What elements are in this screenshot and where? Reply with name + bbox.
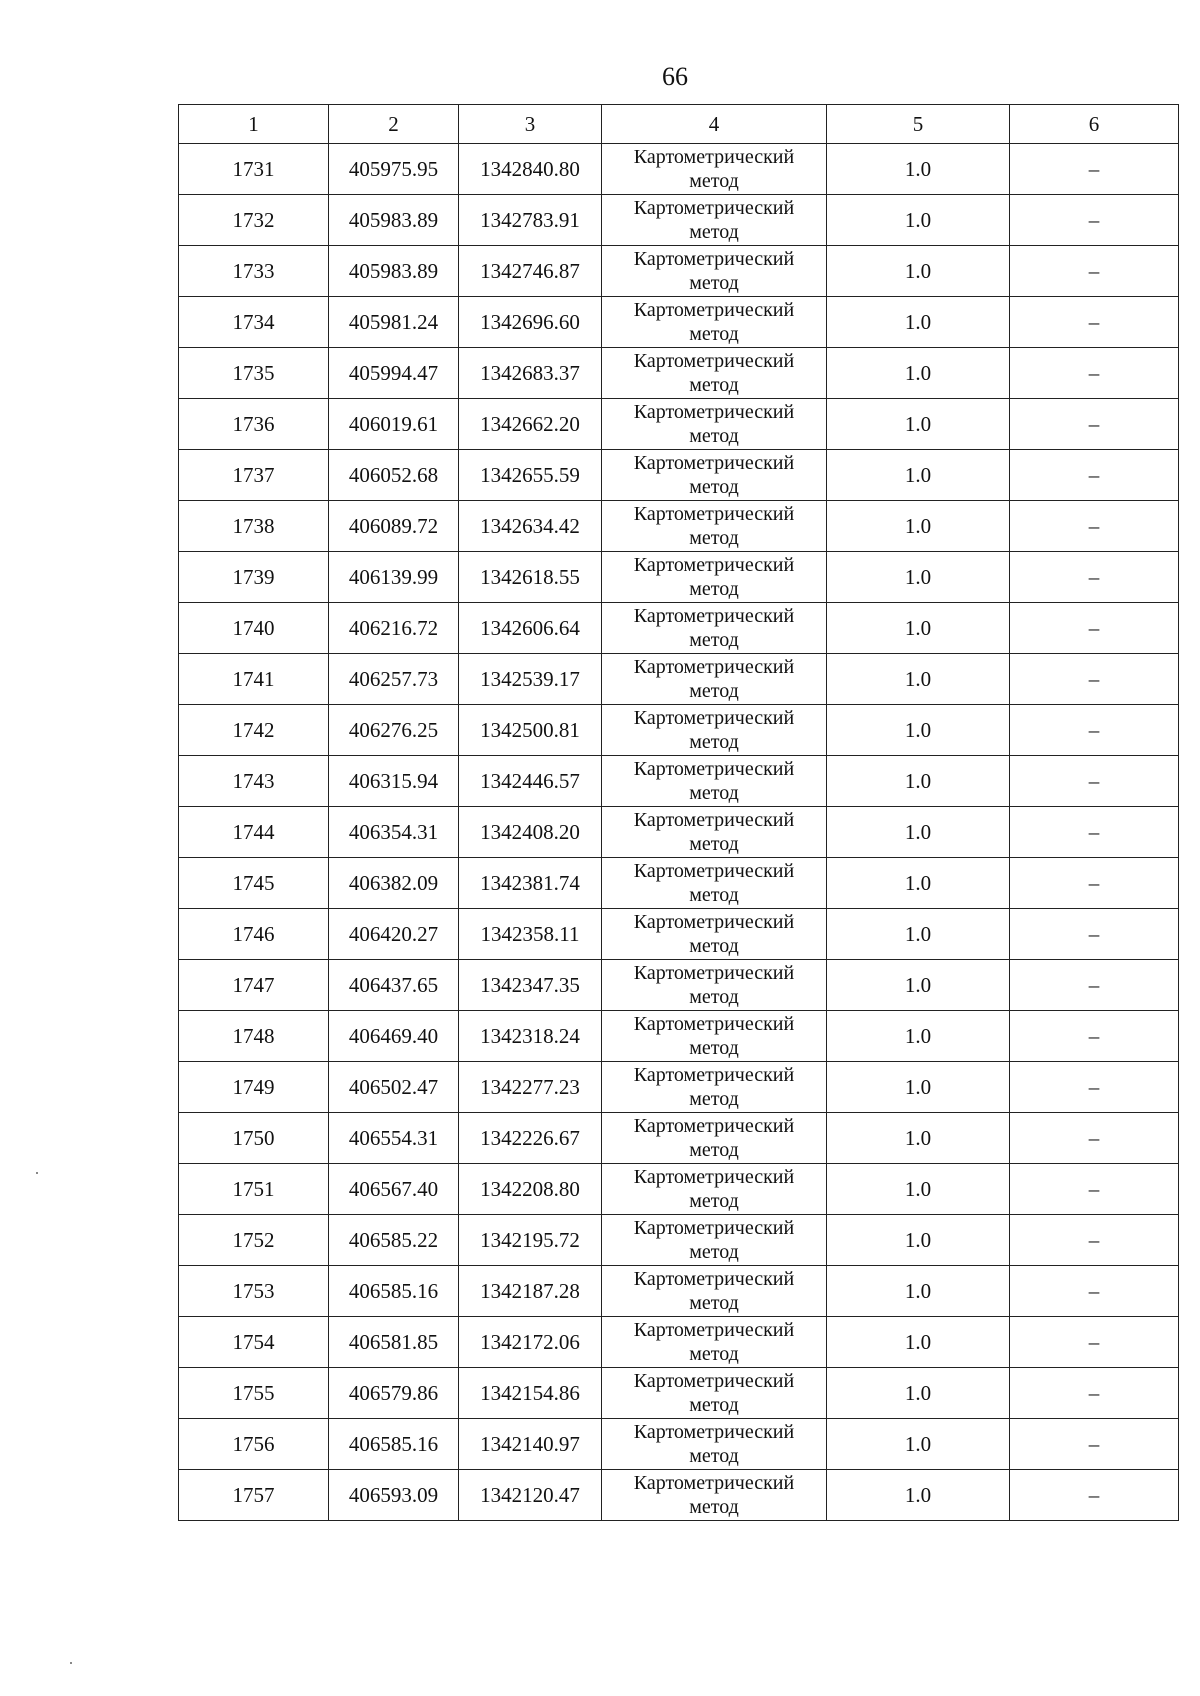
point-number-cell: 1754 [179,1317,329,1368]
point-number-cell: 1740 [179,603,329,654]
point-number-cell: 1741 [179,654,329,705]
x-coordinate-cell: 406139.99 [329,552,459,603]
method-cell: Картометрический метод [602,654,827,705]
point-number-cell: 1737 [179,450,329,501]
x-coordinate-cell: 405994.47 [329,348,459,399]
y-coordinate-cell: 1342381.74 [459,858,602,909]
x-coordinate-cell: 406257.73 [329,654,459,705]
description-cell: – [1010,144,1179,195]
accuracy-cell: 1.0 [827,909,1010,960]
table-row [179,1368,1179,1419]
table-row [179,1470,1179,1521]
table-row [179,756,1179,807]
accuracy-cell: 1.0 [827,705,1010,756]
accuracy-cell: 1.0 [827,1266,1010,1317]
accuracy-cell: 1.0 [827,399,1010,450]
description-cell: – [1010,501,1179,552]
y-coordinate-cell: 1342187.28 [459,1266,602,1317]
x-coordinate-cell: 406437.65 [329,960,459,1011]
point-number-cell: 1732 [179,195,329,246]
method-cell: Картометрический метод [602,1113,827,1164]
point-number-cell: 1752 [179,1215,329,1266]
point-number-cell: 1755 [179,1368,329,1419]
method-cell: Картометрический метод [602,1011,827,1062]
description-cell: – [1010,1317,1179,1368]
accuracy-cell: 1.0 [827,1062,1010,1113]
accuracy-cell: 1.0 [827,603,1010,654]
description-cell: – [1010,1368,1179,1419]
y-coordinate-cell: 1342618.55 [459,552,602,603]
description-cell: – [1010,297,1179,348]
method-cell: Картометрический метод [602,909,827,960]
page-number: 66 [662,62,688,91]
description-cell: – [1010,807,1179,858]
x-coordinate-cell: 406469.40 [329,1011,459,1062]
table-row [179,1011,1179,1062]
coordinates-table [178,104,1179,1521]
method-cell: Картометрический метод [602,960,827,1011]
description-cell: – [1010,1266,1179,1317]
accuracy-cell: 1.0 [827,1215,1010,1266]
y-coordinate-cell: 1342539.17 [459,654,602,705]
x-coordinate-cell: 405981.24 [329,297,459,348]
y-coordinate-cell: 1342683.37 [459,348,602,399]
point-number-cell: 1747 [179,960,329,1011]
accuracy-cell: 1.0 [827,297,1010,348]
table-row [179,807,1179,858]
table-row [179,297,1179,348]
y-coordinate-cell: 1342140.97 [459,1419,602,1470]
method-cell: Картометрический метод [602,297,827,348]
table-row [179,552,1179,603]
column-header: 4 [602,105,827,144]
description-cell: – [1010,552,1179,603]
description-cell: – [1010,654,1179,705]
description-cell: – [1010,1470,1179,1521]
method-cell: Картометрический метод [602,348,827,399]
point-number-cell: 1739 [179,552,329,603]
accuracy-cell: 1.0 [827,1011,1010,1062]
accuracy-cell: 1.0 [827,756,1010,807]
description-cell: – [1010,756,1179,807]
table-row [179,144,1179,195]
column-header: 1 [179,105,329,144]
method-cell: Картометрический метод [602,501,827,552]
table-row [179,909,1179,960]
method-cell: Картометрический метод [602,246,827,297]
table-row [179,195,1179,246]
y-coordinate-cell: 1342696.60 [459,297,602,348]
table-row [179,399,1179,450]
method-cell: Картометрический метод [602,1062,827,1113]
y-coordinate-cell: 1342446.57 [459,756,602,807]
table-row [179,501,1179,552]
x-coordinate-cell: 406585.16 [329,1266,459,1317]
y-coordinate-cell: 1342840.80 [459,144,602,195]
x-coordinate-cell: 406593.09 [329,1470,459,1521]
point-number-cell: 1746 [179,909,329,960]
accuracy-cell: 1.0 [827,552,1010,603]
description-cell: – [1010,1215,1179,1266]
point-number-cell: 1757 [179,1470,329,1521]
accuracy-cell: 1.0 [827,246,1010,297]
accuracy-cell: 1.0 [827,1113,1010,1164]
accuracy-cell: 1.0 [827,501,1010,552]
method-cell: Картометрический метод [602,858,827,909]
accuracy-cell: 1.0 [827,144,1010,195]
table-row [179,1215,1179,1266]
x-coordinate-cell: 406276.25 [329,705,459,756]
point-number-cell: 1756 [179,1419,329,1470]
method-cell: Картометрический метод [602,1317,827,1368]
point-number-cell: 1733 [179,246,329,297]
description-cell: – [1010,705,1179,756]
table-row [179,603,1179,654]
description-cell: – [1010,246,1179,297]
y-coordinate-cell: 1342634.42 [459,501,602,552]
point-number-cell: 1751 [179,1164,329,1215]
table-row [179,960,1179,1011]
table-header-row [179,105,1179,144]
x-coordinate-cell: 406420.27 [329,909,459,960]
description-cell: – [1010,1011,1179,1062]
x-coordinate-cell: 406052.68 [329,450,459,501]
y-coordinate-cell: 1342318.24 [459,1011,602,1062]
accuracy-cell: 1.0 [827,1419,1010,1470]
y-coordinate-cell: 1342408.20 [459,807,602,858]
table-row [179,654,1179,705]
point-number-cell: 1734 [179,297,329,348]
method-cell: Картометрический метод [602,705,827,756]
x-coordinate-cell: 406585.22 [329,1215,459,1266]
method-cell: Картометрический метод [602,195,827,246]
y-coordinate-cell: 1342746.87 [459,246,602,297]
point-number-cell: 1745 [179,858,329,909]
x-coordinate-cell: 405975.95 [329,144,459,195]
method-cell: Картометрический метод [602,552,827,603]
y-coordinate-cell: 1342655.59 [459,450,602,501]
method-cell: Картометрический метод [602,1215,827,1266]
method-cell: Картометрический метод [602,1470,827,1521]
method-cell: Картометрический метод [602,1164,827,1215]
method-cell: Картометрический метод [602,1266,827,1317]
description-cell: – [1010,1113,1179,1164]
y-coordinate-cell: 1342195.72 [459,1215,602,1266]
method-cell: Картометрический метод [602,144,827,195]
method-cell: Картометрический метод [602,1419,827,1470]
table-row [179,246,1179,297]
accuracy-cell: 1.0 [827,960,1010,1011]
accuracy-cell: 1.0 [827,1368,1010,1419]
description-cell: – [1010,858,1179,909]
accuracy-cell: 1.0 [827,654,1010,705]
accuracy-cell: 1.0 [827,1317,1010,1368]
x-coordinate-cell: 406315.94 [329,756,459,807]
column-header: 6 [1010,105,1179,144]
y-coordinate-cell: 1342347.35 [459,960,602,1011]
x-coordinate-cell: 405983.89 [329,195,459,246]
x-coordinate-cell: 406585.16 [329,1419,459,1470]
method-cell: Картометрический метод [602,399,827,450]
point-number-cell: 1736 [179,399,329,450]
description-cell: – [1010,348,1179,399]
table-body [179,144,1179,1521]
x-coordinate-cell: 406019.61 [329,399,459,450]
column-header: 5 [827,105,1010,144]
accuracy-cell: 1.0 [827,807,1010,858]
y-coordinate-cell: 1342226.67 [459,1113,602,1164]
coordinates-table-container [178,104,1178,1521]
point-number-cell: 1753 [179,1266,329,1317]
method-cell: Картометрический метод [602,603,827,654]
method-cell: Картометрический метод [602,807,827,858]
accuracy-cell: 1.0 [827,348,1010,399]
y-coordinate-cell: 1342783.91 [459,195,602,246]
method-cell: Картометрический метод [602,756,827,807]
description-cell: – [1010,399,1179,450]
table-row [179,1317,1179,1368]
x-coordinate-cell: 406216.72 [329,603,459,654]
x-coordinate-cell: 406554.31 [329,1113,459,1164]
x-coordinate-cell: 406089.72 [329,501,459,552]
x-coordinate-cell: 406581.85 [329,1317,459,1368]
y-coordinate-cell: 1342358.11 [459,909,602,960]
method-cell: Картометрический метод [602,450,827,501]
point-number-cell: 1748 [179,1011,329,1062]
point-number-cell: 1731 [179,144,329,195]
point-number-cell: 1749 [179,1062,329,1113]
column-header: 3 [459,105,602,144]
description-cell: – [1010,1419,1179,1470]
description-cell: – [1010,1164,1179,1215]
point-number-cell: 1738 [179,501,329,552]
x-coordinate-cell: 406354.31 [329,807,459,858]
table-row [179,1113,1179,1164]
accuracy-cell: 1.0 [827,1164,1010,1215]
x-coordinate-cell: 406382.09 [329,858,459,909]
accuracy-cell: 1.0 [827,858,1010,909]
scan-speck [36,1172,38,1174]
point-number-cell: 1742 [179,705,329,756]
accuracy-cell: 1.0 [827,195,1010,246]
y-coordinate-cell: 1342500.81 [459,705,602,756]
description-cell: – [1010,450,1179,501]
y-coordinate-cell: 1342154.86 [459,1368,602,1419]
y-coordinate-cell: 1342172.06 [459,1317,602,1368]
scan-speck [70,1662,72,1664]
description-cell: – [1010,603,1179,654]
x-coordinate-cell: 406502.47 [329,1062,459,1113]
description-cell: – [1010,960,1179,1011]
table-row [179,1062,1179,1113]
x-coordinate-cell: 405983.89 [329,246,459,297]
point-number-cell: 1735 [179,348,329,399]
table-row [179,1266,1179,1317]
accuracy-cell: 1.0 [827,1470,1010,1521]
column-header: 2 [329,105,459,144]
y-coordinate-cell: 1342208.80 [459,1164,602,1215]
point-number-cell: 1743 [179,756,329,807]
accuracy-cell: 1.0 [827,450,1010,501]
table-row [179,1419,1179,1470]
point-number-cell: 1750 [179,1113,329,1164]
description-cell: – [1010,909,1179,960]
description-cell: – [1010,195,1179,246]
x-coordinate-cell: 406579.86 [329,1368,459,1419]
table-row [179,1164,1179,1215]
table-row [179,705,1179,756]
y-coordinate-cell: 1342662.20 [459,399,602,450]
y-coordinate-cell: 1342606.64 [459,603,602,654]
point-number-cell: 1744 [179,807,329,858]
table-row [179,450,1179,501]
method-cell: Картометрический метод [602,1368,827,1419]
y-coordinate-cell: 1342120.47 [459,1470,602,1521]
y-coordinate-cell: 1342277.23 [459,1062,602,1113]
table-row [179,858,1179,909]
description-cell: – [1010,1062,1179,1113]
table-row [179,348,1179,399]
x-coordinate-cell: 406567.40 [329,1164,459,1215]
